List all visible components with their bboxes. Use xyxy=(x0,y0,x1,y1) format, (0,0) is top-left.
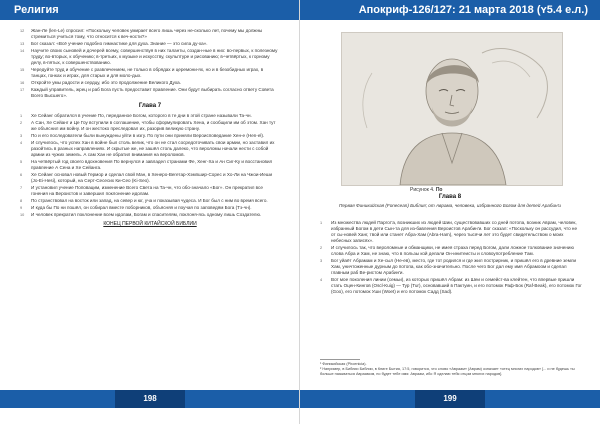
verse xyxy=(20,140,280,158)
verse-text: Откройте умы радости и сердцу, ибо это продолжение Великого Духа. xyxy=(31,79,182,85)
section-title: Апокриф-126/127: 21 марта 2018 (ʏ5.4 е.л.) xyxy=(358,4,588,16)
left-page-header xyxy=(0,0,300,20)
footnote: ² Например, в Библии Библии, в Книге Бытия, 17:5, говорится, что слово «Авраам» (Аврам) означает «отец многих народов» [... и не будешь ты больше называться Авраамом, но будет тебе имя: Авраам, ибо Я сделаю тебя отцом многих народов]. xyxy=(320,367,575,376)
verse-text: По и его последователи были вынуждены уйти в изгу. По пути они приняли Вероисповедание Хен-е (Hen-el). xyxy=(31,132,265,138)
end-note: КОНЕЦ ПЕРВОЙ КИТАЙСКОЙ БИБЛИИ xyxy=(103,220,197,227)
verse-number: 16 xyxy=(20,80,25,85)
verse-text: Чередуйте труд и обучение с развлечением, не только в обрядах и церемони-ях, но и в безобидных играх, в танцах, гонках и играх, для старых и для моло-дых. xyxy=(31,66,264,79)
verse xyxy=(20,48,280,66)
verse xyxy=(20,41,280,47)
verse xyxy=(20,172,280,184)
figure-caption xyxy=(410,187,442,193)
verse-number: 9 xyxy=(20,205,23,210)
verse-number: 17 xyxy=(20,87,25,92)
verse-text: Хе Сейанг основал новый Гермор и сделал свой Ман, в Хенеро-Вегетар-Хэмпшир-Сорес и Хо-Ли на Чжои-Иеши (Jo-Ei-Hesi), который, на Серт-Сесесих Ки-Сео (Ki-Seo). xyxy=(31,171,273,184)
left-page-footer xyxy=(0,390,300,408)
verse-number: 8 xyxy=(20,198,23,203)
verse-text: А Сан, Хе Сейанг и Це Гоу вступили в соглашение, чтобы сформулировать Хена, и сообщили им об этом. Хан тут же объяснил им войну. И он жестоко преследовал их, разорив великую страну. xyxy=(31,120,276,132)
verse-text: И случилось так, что вероломные и обманщики, не имея страха перед Богом, дали ложное толкование значению слова Абра и Хам, не знаю, что в пользы кой делали Он-инитеисты и словоупотребление Там. xyxy=(331,245,574,257)
verse-number: 13 xyxy=(20,41,25,46)
verse-text: И случилось, что успех Хан в войне был столь велик, что он не стал сосредоточивать свои армии, но заставил их разойтись в разных направлениях. И скрытые же, не зашёл столь далеко, что вероломы начали нести с собой армии из чужих земель. А сам Хан не обратил внимания на вероломов. xyxy=(31,139,275,158)
verse-number: 15 xyxy=(20,67,25,72)
verse xyxy=(20,212,280,218)
verse-text: Из множества людей Паргог'а, возникших из людей Шии, существовавших со дней потопа, возник Аврам, человек, избранный Богом в дети Сын-та для из-бавления Вероистов Арабин'и. Бог сказал: «Поскольку он рассудил, что не от сы-новей Ханг, твой или станет Абра-Хам (Abra-Ham), через тысячи лет это будет свидетельством о моих небесных записях». xyxy=(331,220,578,244)
figure-caption-label: Рисунок 4. xyxy=(410,187,435,193)
page-number: 199 xyxy=(415,390,485,408)
footnotes xyxy=(320,362,586,377)
verse-number: 12 xyxy=(20,29,25,33)
verse xyxy=(20,120,280,132)
verse xyxy=(20,198,280,204)
verse xyxy=(20,28,280,40)
verse-number: 4 xyxy=(20,140,23,145)
chapter-subtitle: Первая Финикийская (Fonecean) Библия; от Аврама, человека, избранного Богом для детей Арабин'и xyxy=(339,203,561,208)
verse-number: 3 xyxy=(320,259,323,264)
verse-number: 2 xyxy=(20,121,23,125)
verse xyxy=(320,220,582,244)
figure-caption-name: По xyxy=(435,187,443,193)
verse xyxy=(20,159,280,171)
verse xyxy=(20,185,280,197)
right-page-footer xyxy=(300,390,600,408)
verse xyxy=(320,245,582,257)
right-page-header xyxy=(300,0,600,20)
verse-text: На четвёртый год своего вдохновения По вернулся и завладел странами Фе, Хенг-Ха и Ан Сиг-Ку и восстановил правление А Сена и Хе Сейанга. xyxy=(31,158,273,171)
verse xyxy=(20,67,280,79)
verse-text: Каждый управитель, жрец и раб Бога пусть предоставит правление. Они будут выбирать согласно ответу Совета Всего Высшего». xyxy=(31,86,274,98)
portrait-illustration xyxy=(341,32,563,186)
verse-text: И куда бы По ни пошёл, он собирал вместе поборников, объясняя и поучая по заповедям Бога (Тэ-чн). xyxy=(31,204,252,210)
verse-number: 14 xyxy=(20,48,25,53)
verse-text: И установил учение Поповацим, изменение Всего Света на Та-чн, что обо-значало «Бог». Он прекратил все гонения на Вероистов и завершил поклонение идолам. xyxy=(31,184,263,197)
chapter-heading: Глава 7 xyxy=(138,103,162,110)
verse-text: Бог уйаёт Абрамам и Хе-сыл (Не-ев), место, где тот родился и где жил пострирник, и пришёл его в древние земли Хам, уничтоженные дурным до потопа, как обо-значительно. После чего Бог дал ему имя Абрамоом и сделал главным раб Ве-ристом Арабин'и. xyxy=(331,258,577,276)
verse-number: 5 xyxy=(20,159,23,164)
header-bar xyxy=(90,0,300,20)
verse-number: 3 xyxy=(20,133,23,138)
verse-number: 10 xyxy=(20,212,25,217)
verse-number: 4 xyxy=(320,278,323,283)
left-column-text xyxy=(20,28,280,227)
verse xyxy=(20,205,280,211)
verse-text: Научите своих сыновей и дочерей всему, совершенствуя в них таланты, создан-ные в них: во-первых, к полезному труду; во-вторых, к обучению; в-третьих, к музыке и искусству, скульптуре и рисованию; в-четвёртых, к горному делу, в-пятых, к совершенствованию. xyxy=(31,47,278,66)
section-title: Религия xyxy=(14,4,59,16)
verses-right xyxy=(320,220,582,296)
right-column-text xyxy=(320,220,582,296)
verses-top xyxy=(20,28,280,99)
verse-number: 1 xyxy=(320,221,323,225)
verses-bottom xyxy=(20,113,280,218)
verse-number: 7 xyxy=(20,185,23,190)
verse-text: По странствовал на восток или запад, на север и юг, уча и показывая чудеса. И Бог был с ним во время всего. xyxy=(31,197,268,203)
verse xyxy=(20,87,280,99)
verse xyxy=(320,277,582,295)
portrait-drawing xyxy=(342,33,562,185)
verse-text: И человек прекратил поклонение всем идолам, Богам и спасителям, поклоня-ясь одному лишь Создателю. xyxy=(31,211,262,217)
verse-text: Хе Сейанг обратился в учение По, переданное Богом, которого в те дни в этой стране называли Та-чн. xyxy=(31,113,252,119)
verse-text: Вот мое поколения линии (семьи), из которых пришёл Абрам: из Шеи и семейст-ва клейтен, что впервые пришли стать Оцен-Кингов (Oscl-Kuig) — Тур (Tur), основавший в Пактуин, и его потомок Раф-Бок (Raf-Beak), его потомок Гог (Goo), его потомок Уши (Woet) и его потомок Садд (Sad). xyxy=(331,277,582,295)
verse xyxy=(20,113,280,119)
verse xyxy=(20,80,280,86)
verse-number: 2 xyxy=(320,246,323,251)
page-number: 198 xyxy=(115,390,185,408)
verse-number: 1 xyxy=(20,114,23,119)
verse xyxy=(20,133,280,139)
footnote-rule xyxy=(320,359,360,360)
right-page xyxy=(300,0,600,424)
verse-text: Жан-Ле (len-Le) спросил: «Поскольку человек умирает всего лишь через не-сколько лет, почему мы должны стремиться учиться тому, что относится к веч-ности?» xyxy=(31,28,263,40)
verse xyxy=(320,258,582,276)
chapter-heading: Глава 8 xyxy=(438,194,462,200)
verse-text: Бог сказал: «Всё учение подобно гимнастике для духа. Знание — это сила ду-ха». xyxy=(31,40,208,46)
verse-number: 6 xyxy=(20,172,23,177)
footnote: ¹ Финикийская (Phoenicia). xyxy=(320,362,367,366)
